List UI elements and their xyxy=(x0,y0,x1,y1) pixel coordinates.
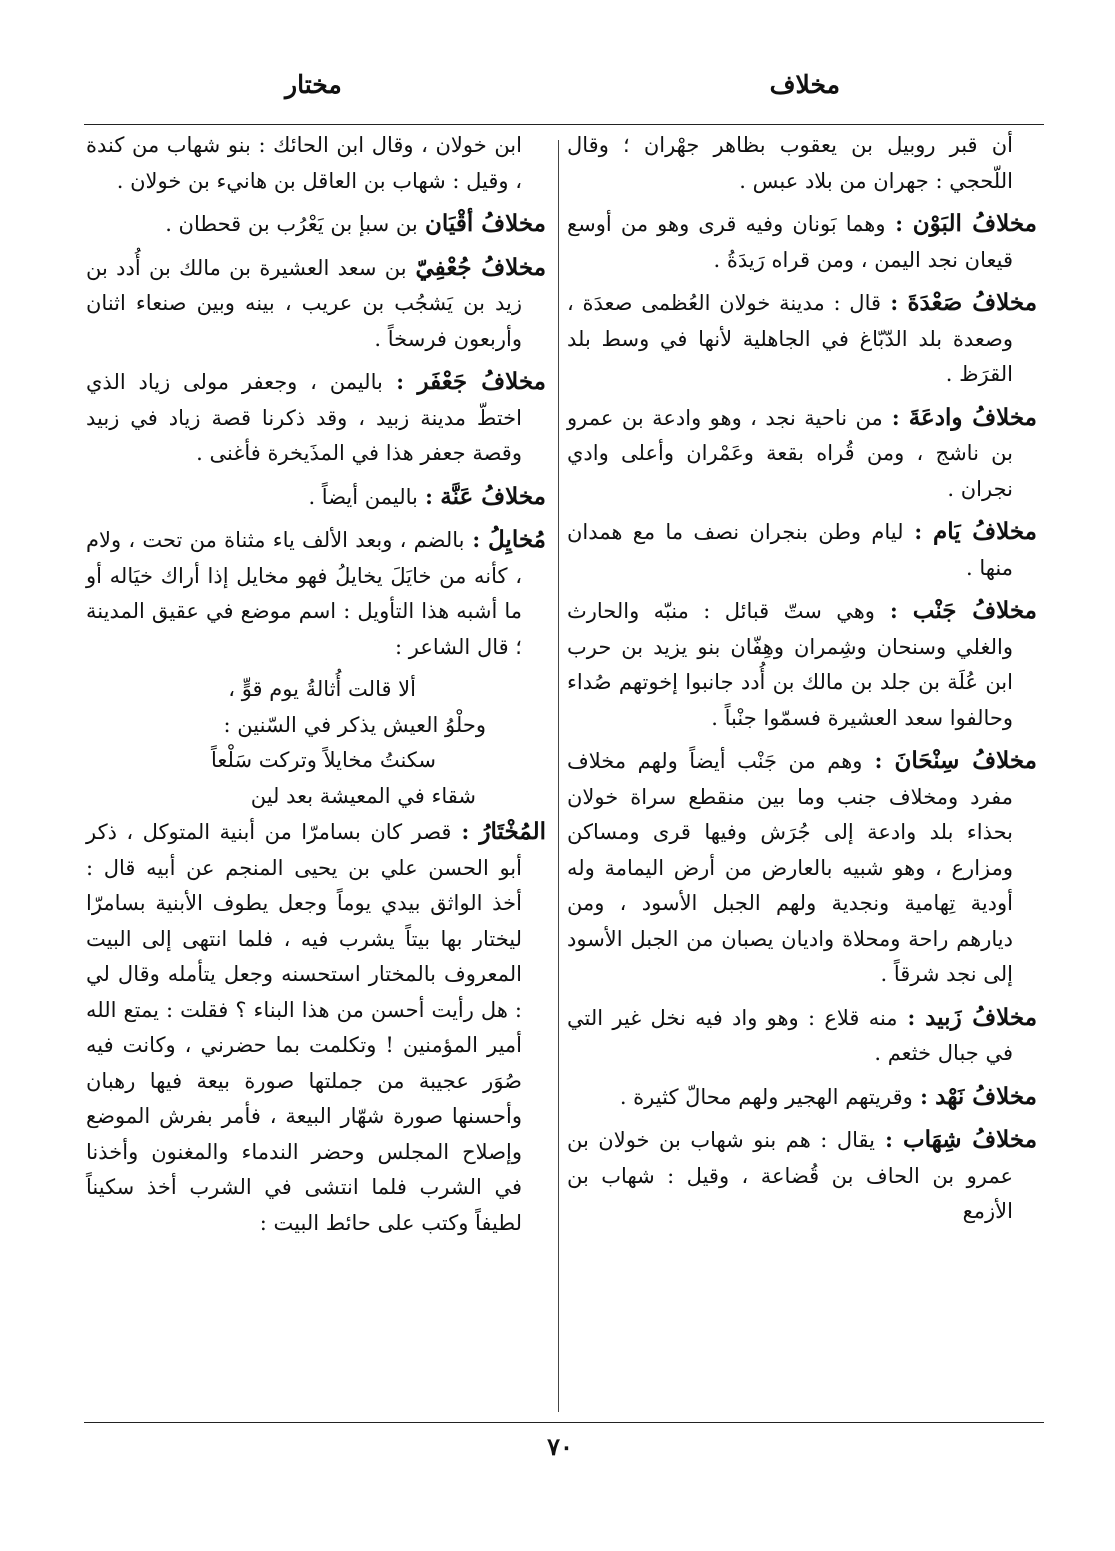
entry-definition: قال : مدينة خولان العُظمى صعدَة ، وصعدة بلد الدّبّاغ في الجاهلية لأنها في وسط بلد القرَظ . xyxy=(567,291,1013,386)
entry-definition: قصر كان بسامرّا من أبنية المتوكل ، ذكر أبو الحسن علي بن يحيى المنجم عن أبيه قال : أخذ الواثق بيدي يوماً وجعل يطوف الأبنية بسامرّا ليختار بها بيتاً يشرب فيه ، فلما انتهى إلى البيت المعروف بالمختار استحسنه وجعل يتأمله وقال لي : هل رأيت أحسن من هذا البناء ؟ فقلت : يمتع الله أمير المؤمنين ! وتكلمت بما حضرني ، وكانت فيه صُوَر عجيبة من جملتها صورة بيعة فيها رهبان وأحسنها صورة شهّار البيعة ، فأمر بفرش الموضع وإصلاح المجلس وحضر الندماء والمغنون وأخذنا في الشرب فلما انتشى في الشرب أخذ سكيناً لطيفاً وكتب على حائط البيت : xyxy=(86,820,522,1235)
entry-separator: : xyxy=(903,519,934,544)
left-column xyxy=(86,128,546,1248)
entry-separator: : xyxy=(874,1127,903,1152)
dictionary-entry xyxy=(86,206,546,243)
dictionary-entry xyxy=(567,400,1037,508)
footer-rule xyxy=(84,1422,1044,1423)
poem-verse: وحلْوُ العيش يذكر في السّنين : xyxy=(223,712,486,737)
entry-separator: : xyxy=(382,369,418,394)
entry-definition: باليمن ، وجعفر مولى زياد الذي اختطّ مدينة زبيد ، وقد ذكرنا قصة زياد في زبيد وقصة جعفر هذا في المذَيخرة فأغنى . xyxy=(86,370,522,465)
entry-separator: : xyxy=(862,748,895,773)
entry-definition: يقال : هم بنو شهاب بن خولان بن عمرو بن الحاف بن قُضاعة ، وقيل : شهاب بن الأزمع xyxy=(567,1128,1013,1223)
entry-definition: وهم من جَنْب أيضاً ولهم مخلاف مفرد ومخلاف جنب وما بين منقطع سراة خولان بحذاء بلد وادعة إلى جُرَش وفيها قرى ومساكن ومزارع ، وهو شبيه بالعارض من أرض اليمامة وله أودية تِهامية ونجدية ولهم الجبل الأسود ، ومن ديارهم راحة ومحلاة واديان يصبان من الجبل الأسود إلى نجد شرقاً . xyxy=(567,749,1013,986)
dictionary-entry xyxy=(86,479,546,516)
entry-headword: مخلافُ صَعْدَةَ xyxy=(907,289,1038,316)
entry-definition: باليمن أيضاً . xyxy=(308,484,418,509)
entry-headword: مخلافُ شِهَاب xyxy=(902,1126,1038,1153)
dictionary-entry xyxy=(567,285,1037,393)
header-rule xyxy=(84,124,1044,125)
entry-definition: بن سبإ بن يَعْرُب بن قحطان . xyxy=(165,212,418,236)
dictionary-entry xyxy=(86,250,546,358)
right-column xyxy=(567,128,1037,1237)
dictionary-entry xyxy=(86,522,546,665)
poem-verse: ألا قالت أُثالةُ يوم قوٍّ ، xyxy=(228,677,416,701)
entry-headword: مخلافُ سِنْحَانَ xyxy=(894,747,1038,774)
entry-separator: : xyxy=(874,598,913,623)
entry-definition: ليام وطن بنجران نصف ما مع همدان منها . xyxy=(567,520,1013,580)
entry-headword: مخلافُ جَعْفَر xyxy=(417,368,546,395)
dictionary-entry xyxy=(567,1079,1037,1116)
entry-definition: وهي ستّ قبائل : منبّه والحارث والغلي وسنحان وشِمران وهِفّان بنو يزيد بن حرب ابن عُلَة بن جلد بن مالك بن أُدد جانبوا إخوتهم صُداء وحالفوا سعد العشيرة فسمّوا جنْباً . xyxy=(567,599,1013,730)
dictionary-entry xyxy=(567,743,1037,993)
entry-headword: مخلافُ البَوْن xyxy=(912,210,1037,237)
dictionary-entry xyxy=(567,593,1037,736)
entry-separator: : xyxy=(464,527,488,552)
entry-headword: مخلافُ زَبيد xyxy=(925,1003,1038,1031)
entry-headword: مُخايِلُ xyxy=(488,526,546,553)
dictionary-entry xyxy=(567,514,1037,586)
entry-definition: وقريتهم الهجير ولهم محالّ كثيرة . xyxy=(619,1084,913,1109)
entry-headword: مخلافُ يَام xyxy=(933,518,1038,545)
entry-separator: : xyxy=(881,290,908,315)
column-divider xyxy=(558,140,559,1412)
entry-definition: من ناحية نجد ، وهو وادعة بن عمرو بن ناشج ، ومن قُراه بقعة وعَمْران وأعلى وادي نجران . xyxy=(567,405,1013,501)
dictionary-entry xyxy=(86,128,546,199)
entry-definition: منه قلاع : وهو واد فيه نخل غير التي في جبال خثعم . xyxy=(567,1005,1013,1065)
entry-separator: : xyxy=(451,819,480,844)
dictionary-entry xyxy=(567,1122,1037,1230)
entry-headword: مخلافُ جُعْفِيّ xyxy=(415,253,547,281)
entry-headword: مخلافُ نَهْد xyxy=(935,1082,1037,1110)
entry-definition: بالضم ، وبعد الألف ياء مثناة من تحت ، ولام ، كأنه من خايَلَ يخايلُ فهو مخايل إذا أراك خيَاله أو ما أشبه هذا التأويل : اسم موضع في عقيق المدينة ؛ قال الشاعر : xyxy=(86,528,522,659)
entry-definition: ابن خولان ، وقال ابن الحائك : بنو شهاب من كندة ، وقيل : شهاب بن العاقل بن هانيء بن خولان . xyxy=(86,133,522,193)
entry-definition: أن قبر روبيل بن يعقوب بظاهر جهْران ؛ وقال اللّحجي : جهران من بلاد عبس . xyxy=(567,133,1013,193)
entry-separator: : xyxy=(882,404,909,430)
dictionary-entry xyxy=(86,814,546,1241)
entry-headword: مخلافُ جَنْب xyxy=(912,597,1037,624)
entry-separator: : xyxy=(897,1004,926,1030)
poem-verse: شقاء في المعيشة بعد لين xyxy=(250,783,476,808)
entry-headword: المُخْتَارُ xyxy=(479,818,546,845)
running-head-left: مختار xyxy=(285,70,342,99)
dictionary-entry xyxy=(567,206,1037,278)
entry-separator: : xyxy=(912,1083,936,1109)
entry-definition: وهما بَونان وفيه قرى وهو من أوسع قيعان نجد اليمن ، ومن قراه رَيدَةُ . xyxy=(567,212,1013,272)
entry-headword: مخلافُ وادعَةَ xyxy=(908,403,1037,431)
entry-separator xyxy=(407,255,416,280)
running-head-right: مخلاف xyxy=(769,70,840,99)
entry-separator: : xyxy=(417,483,441,509)
dictionary-entry xyxy=(567,128,1037,199)
page-number: ٧٠ xyxy=(547,1432,573,1461)
entry-separator xyxy=(418,211,425,236)
dictionary-entry xyxy=(567,1000,1037,1072)
page-header xyxy=(80,70,1040,110)
entry-headword: مخلافُ عَنَّة xyxy=(440,482,546,510)
entry-separator: : xyxy=(885,211,913,236)
poem-verse: سكنتُ مخايلاً وتركت سَلْعاً xyxy=(210,748,436,772)
entry-definition: بن سعد العشيرة بن مالك بن أُدد بن زيد بن يَشجُب بن عريب ، بينه وبين صنعاء اثنان وأربعون فرسخاً . xyxy=(86,255,522,351)
entry-headword: مخلافُ أقْيَان xyxy=(425,210,546,237)
dictionary-entry xyxy=(86,364,546,472)
